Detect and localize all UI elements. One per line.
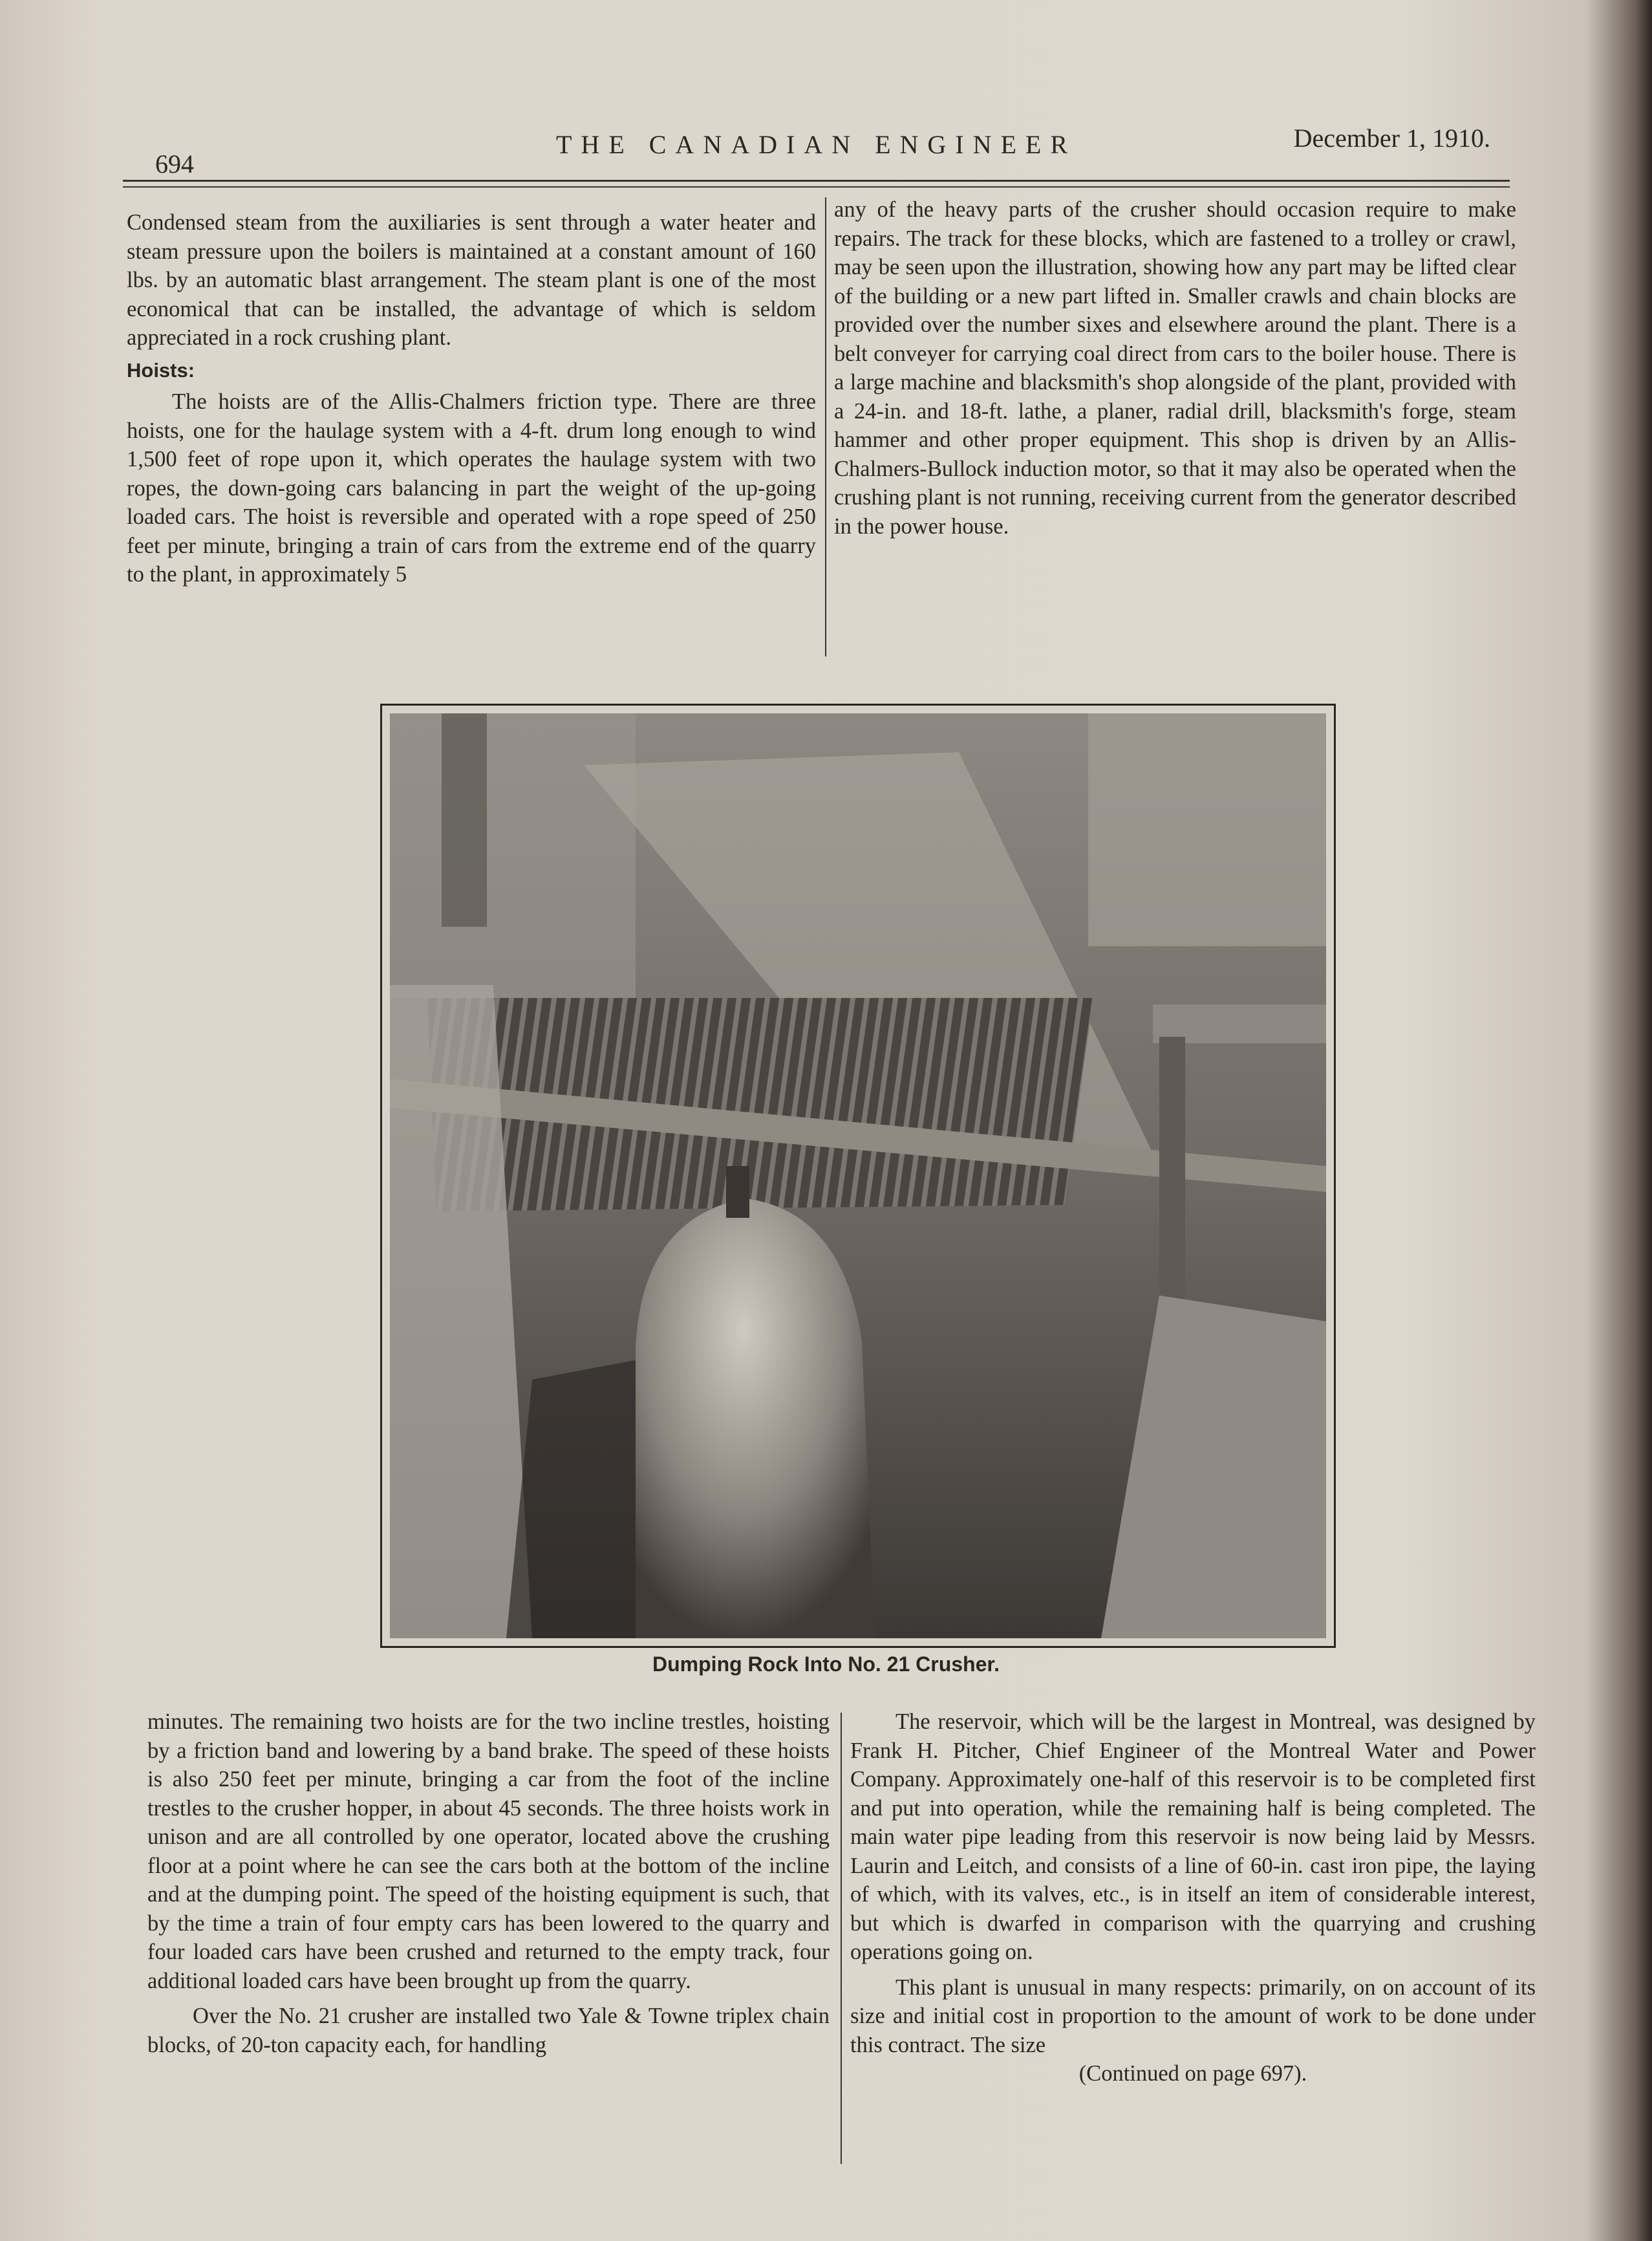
column-bottom-left [147, 1707, 830, 2059]
column-top-right [834, 195, 1516, 541]
page-number: 694 [155, 149, 194, 179]
paragraph: The hoists are of the Allis-Chalmers friction type. There are three hoists, one for the haulage system with a 4-ft. drum long enough to wind 1,500 feet of rope upon it, which operates the haulage system with two ropes, the down-going cars balancing in part the weight of the up-going loaded cars. The hoist is reversible and operated with a rope speed of 250 feet per minute, bringing a train of cars from the extreme end of the quarry to the plant, in approximately 5 [127, 389, 816, 587]
paragraph: any of the heavy parts of the crusher should occasion require to make repairs. The track for these blocks, which are fastened to a trolley or crawl, may be seen upon the illustration, showing how any part may be lifted clear of the building or a new part lifted in. Smaller crawls and chain blocks are provided over the number sixes and elsewhere around the plant. There is a belt conveyer for carrying coal direct from cars to the boiler house. There is a large machine and blacksmith's shop alongside of the plant, provided with a 24-in. and 18-ft. lathe, a planer, radial drill, blacksmith's forge, steam hammer and other proper equipment. This shop is driven by an Allis-Chalmers-Bullock induction motor, so that it may also be operated when the crushing plant is not running, receiving current from the generator described in the power house. [834, 197, 1516, 539]
running-header [155, 123, 1490, 179]
column-top-left [127, 208, 816, 589]
continued-notice: (Continued on page 697). [1078, 2061, 1307, 2086]
paragraph: minutes. The remaining two hoists are for the two incline trestles, hoisting by a friction band and lowering by a band brake. The speed of these hoists is also 250 feet per minute, bringing a car from the foot of the incline trestles to the crusher hopper, in about 45 seconds. The three hoists work in unison and are all controlled by one operator, located above the crushing floor at a point where he can see the cars both at the bottom of the incline and at the dumping point. The speed of the hoisting equipment is such, that by the time a train of four empty cars has been lowered to the quarry and four loaded cars have been crushed and returned to the empty track, four additional loaded cars have been brought up from the quarry. [147, 1709, 830, 1993]
paragraph: Over the No. 21 crusher are installed two Yale & Towne triplex chain blocks, of 20-ton capacity each, for handling [147, 2004, 830, 2057]
column-divider [825, 197, 826, 656]
column-divider [841, 1713, 842, 2164]
column-bottom-right [850, 1707, 1536, 2088]
photo-illustration [390, 713, 1326, 1638]
paragraph: This plant is unusual in many respects: primarily, on on account of its size and initial cost in proportion to the amount of work to be done under this contract. The size [850, 1975, 1536, 2057]
journal-title: THE CANADIAN ENGINEER [556, 130, 1077, 159]
paragraph: The reservoir, which will be the largest in Montreal, was designed by Frank H. Pitcher, Chief Engineer of the Montreal Water and Power Company. Approximately one-half of this reservoir is to be completed first and put into operation, while the remaining half is being completed. The main water pipe leading from this reservoir is now being laid by Messrs. Laurin and Leitch, and consists of a line of 60-in. cast iron pipe, the laying of which, with its valves, etc., is in itself an item of considerable interest, but which is dwarfed in comparison with the quarrying and crushing operations going on. [850, 1709, 1536, 1964]
header-rule-secondary [123, 186, 1510, 188]
header-rule [123, 180, 1510, 182]
figure-caption: Dumping Rock Into No. 21 Crusher. [652, 1652, 1000, 1676]
paragraph: Condensed steam from the auxiliaries is sent through a water heater and steam pressure upon the boilers is maintained at a constant amount of 160 lbs. by an automatic blast arrangement. The steam plant is one of the most economical that can be installed, the advantage of which is seldom appreciated in a rock crushing plant. [127, 210, 816, 350]
photograph-crusher [380, 704, 1336, 1648]
issue-date: December 1, 1910. [1293, 124, 1490, 153]
section-heading: Hoists: [127, 358, 195, 382]
